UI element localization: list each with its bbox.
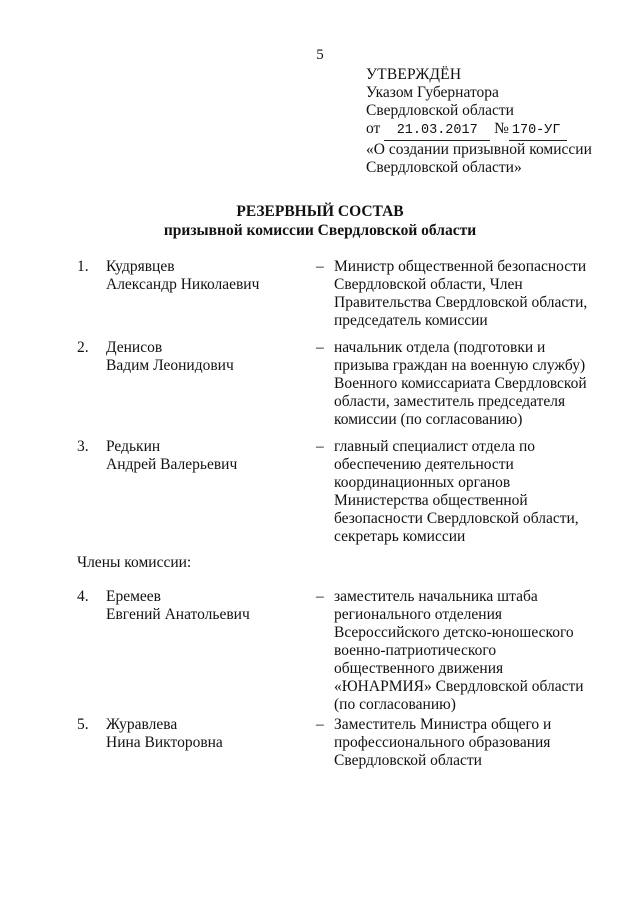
member-position [334,588,604,714]
member-position [334,339,604,429]
member-position [334,716,604,770]
approval-line-1: Указом Губернатора [366,84,499,101]
position-line: Свердловской области [334,752,482,769]
members-section-heading: Члены комиссии: [77,554,192,571]
member-surname: Кудрявцев [106,258,175,275]
document-title: РЕЗЕРВНЫЙ СОСТАВ [236,203,404,220]
entry-number: 2. [77,339,89,356]
decree-number: 170-УГ [509,122,567,141]
position-line: регионального отделения [334,606,503,623]
dash-separator: – [316,588,324,605]
document-subtitle: призывной комиссии Свердловской области [163,222,477,239]
position-line: области, заместитель председателя [334,393,566,410]
number-prefix: № [494,120,509,137]
position-line: призыва граждан на военную службу) [334,357,586,374]
member-given-names: Вадим Леонидович [106,357,234,374]
position-line: председатель комиссии [334,312,488,329]
dash-separator: – [316,438,324,455]
approval-subject-line-1: «О создании призывной комиссии [366,141,592,158]
entry-number: 4. [77,588,89,605]
position-line: начальник отдела (подготовки и [334,339,546,356]
page-number: 5 [316,47,324,63]
member-surname: Редькин [106,438,161,455]
member-given-names: Андрей Валерьевич [106,456,238,473]
position-line: секретарь комиссии [334,528,466,545]
member-name [106,258,306,294]
position-line: «ЮНАРМИЯ» Свердловской области [334,678,584,695]
member-name [106,438,306,474]
position-line: Всероссийского детско-юношеского [334,624,574,641]
position-line: профессионального образования [334,734,551,751]
position-line: (по согласованию) [334,696,456,713]
position-line: Министр общественной безопасности [334,258,587,275]
position-line: обеспечению деятельности [334,456,514,473]
date-prefix: от [366,120,381,137]
approval-heading: УТВЕРЖДЁН [366,66,462,83]
member-surname: Еремеев [106,588,161,605]
member-name [106,716,306,752]
position-line: заместитель начальника штаба [334,588,538,605]
decree-date: 21.03.2017 [384,122,490,141]
member-given-names: Евгений Анатольевич [106,606,250,623]
approval-line-2: Свердловской области [366,102,514,119]
member-surname: Журавлева [106,716,178,733]
position-line: Военного комиссариата Свердловской [334,375,587,392]
dash-separator: – [316,258,324,275]
position-line: военно-патриотического [334,642,497,659]
position-line: Свердловской области, Член [334,276,523,293]
approval-subject-line-2: Свердловской области» [366,159,522,176]
member-given-names: Александр Николаевич [106,276,260,293]
position-line: комиссии (по согласованию) [334,411,523,428]
entry-number: 5. [77,716,89,733]
entry-number: 3. [77,438,89,455]
position-line: Правительства Свердловской области, [334,294,588,311]
dash-separator: – [316,716,324,733]
position-line: Министерства общественной [334,492,528,509]
member-given-names: Нина Викторовна [106,734,223,751]
member-position [334,258,604,330]
member-surname: Денисов [106,339,163,356]
position-line: координационных органов [334,474,511,491]
position-line: Заместитель Министра общего и [334,716,552,733]
position-line: общественного движения [334,660,504,677]
position-line: безопасности Свердловской области, [334,510,579,527]
member-name [106,339,306,375]
member-position [334,438,604,546]
position-line: главный специалист отдела по [334,438,536,455]
approval-stamp-block [366,66,626,177]
approval-date-line [366,120,626,141]
member-name [106,588,306,624]
dash-separator: – [316,339,324,356]
entry-number: 1. [77,258,89,275]
